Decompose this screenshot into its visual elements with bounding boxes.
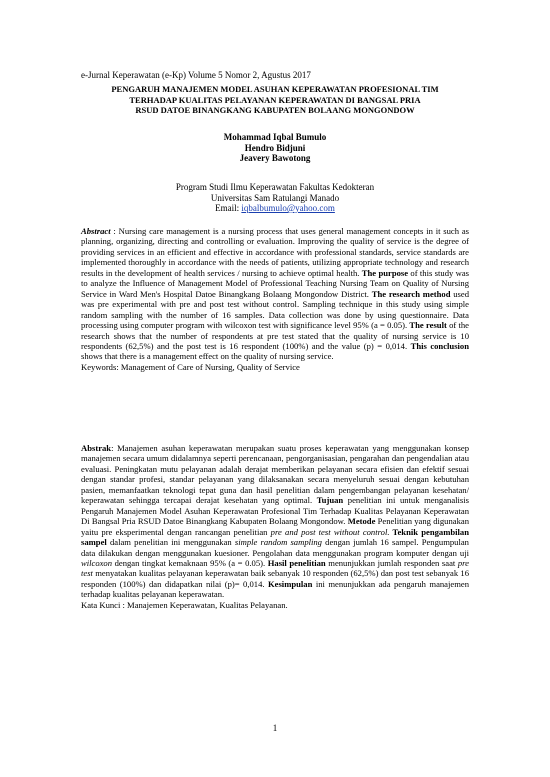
keywords-id: Kata Kunci : Manajemen Keperawatan, Kualitas Pelayanan. <box>81 599 288 610</box>
author-2: Hendro Bidjuni <box>244 142 306 153</box>
abstract-en-text: of the research shows that the number of respondents at pre test stated that the quality of nursing service is 10 respondents (62,5%) and the post test is 16 respondent (100%) and the value (p) = 0,014. <box>81 320 469 351</box>
abstract-en-text: of this study was to analyze the Influence of Management Model of Professional Teaching Nursing Team on Quality of Nursing Service in Ward Men's Hospital Datoe Binangkang Bolaang Mongondow District. <box>81 267 469 299</box>
tujuan-label: Tujuan <box>316 495 344 506</box>
result-label: The result <box>409 320 447 331</box>
abstract-indonesian <box>81 443 469 610</box>
abstract-id-text: ini menunjukkan ada pengaruh manajemen terhadap kualitas pelayanan keperawatan. <box>81 578 469 600</box>
abstract-id-italic: pre and post test without control. <box>270 526 390 537</box>
purpose-label: The purpose <box>361 267 409 278</box>
abstract-english <box>81 226 469 372</box>
abstract-id-text: dengan jumlah 16 sampel. Pengumpulan data dilakukan dengan menggunakan kuesioner. Pengolahan data menggunakan program komputer dengan uji <box>81 537 469 558</box>
title-line-2: TERHADAP KUALITAS PELAYANAN KEPERAWATAN DI BANGSAL PRIA <box>129 94 421 105</box>
author-3: Jeavery Bawotong <box>239 153 311 163</box>
affiliation-email-line <box>0 203 550 214</box>
teknik-label: Teknik pengambilan sampel <box>81 526 469 548</box>
abstract-id-text: : Manajemen asuhan keperawatan merupakan suatu proses keperawatan yang menggunakan konsep manajemen secara umum didalamnya seperti perencanaan, pengorganisasian, pengarahan dan pengendalian atau evaluasi. Peningkatan mutu pelayanan adalah derajat memberikan pelayanan secara efisien dan efektif sesuai dengan standar profesi, standar pelayanan yang dilaksanakan secara menyeluruh sesuai dengan kebutuhan pasien, memanfaatkan teknologi tepat guna dan hasil penelitian dalam pengembangan pelayanan kesehatan/ keperawatan sehingga tercapai derajat kesehatan yang optimal. <box>81 443 469 506</box>
abstract-id-text: penelitian ini untuk menganalisis Pengaruh Manajemen Model Asuhan Keperawatan Profesional Tim Terhadap Kualitas Pelayanan Keperawatan Di Bangsal Pria RSUD Datoe Binangkang Kabupaten Bolaang Mongondow. <box>81 495 469 527</box>
abstract-id-italic: wilcoxon <box>81 557 113 568</box>
affiliation <box>0 182 550 214</box>
author-list <box>0 132 550 164</box>
abstract-id-text: menyatakan kualitas pelayanan keperawatan baik sebanyak 10 responden (62,5%) dan post test sebanyak 16 responden (100%) dan didapatkan nilai (p)= 0,014. <box>81 568 469 589</box>
abstract-id-text: dalam penelitian ini menggunakan <box>106 537 235 548</box>
abstrak-label: Abstrak <box>81 443 112 453</box>
metode-label: Metode <box>347 516 376 527</box>
journal-header: e-Jurnal Keperawatan (e-Kp) Volume 5 Nomor 2, Agustus 2017 <box>81 70 311 80</box>
paper-title <box>70 84 480 116</box>
page-number: 1 <box>272 723 278 733</box>
affiliation-university: Universitas Sam Ratulangi Manado <box>210 192 340 203</box>
abstract-en-text: : Nursing care management is a nursing process that uses general management concepts in it such as planning, organizing, directing and controlling or evaluation. Improving the quality of service is the degree of providing services in an efficient and effective in accordance with professional standards, service standards are implemented thoroughly in accordance with the needs of patients, utilizing appropriate technology and research results in the development of health services / nursing to achieve optimal health. <box>81 226 469 278</box>
abstract-id-text: menunjukkan jumlah responden saat <box>325 557 458 568</box>
method-label: The research method <box>371 288 451 299</box>
title-line-3: RSUD DATOE BINANGKANG KABUPATEN BOLAANG MONGONDOW <box>135 105 415 115</box>
abstract-en-text: shows that there is a management effect on the quality of nursing service. <box>81 351 334 362</box>
abstract-en-body <box>81 226 469 362</box>
hasil-label: Hasil penelitian <box>267 557 326 568</box>
email-link[interactable]: iqbalbumulo@yahoo.com <box>241 203 335 213</box>
conclusion-label: This conclusion <box>410 340 470 351</box>
abstract-en-text: used was pre experimental with pre and post test without control. Sampling technique in this study using simple random sampling with the number of 16 samples. Data collection was done by using questionnaire. Data processing using computer program with wilcoxon test with significance level 95% (a = 0.05). <box>81 288 470 331</box>
abstract-id-body <box>81 443 469 600</box>
abstract-id-text: Penelitian yang digunakan yaitu pre eksperimental dengan rancangan penelitian <box>81 516 469 537</box>
affiliation-program: Program Studi Ilmu Keperawatan Fakultas Kedokteran <box>175 182 375 192</box>
abstract-id-italic: pre test <box>81 557 469 579</box>
title-line-1: PENGARUH MANAJEMEN MODEL ASUHAN KEPERAWATAN PROFESIONAL TIM <box>111 84 439 94</box>
email-label: Email: <box>215 203 242 213</box>
abstract-en-label: Abstract <box>81 226 111 236</box>
kesimpulan-label: Kesimpulan <box>267 578 313 589</box>
abstract-id-text: dengan tingkat kemaknaan 95% (a = 0.05). <box>112 557 268 568</box>
abstract-id-italic: simple random sampling <box>234 537 322 548</box>
keywords-en: Keywords: Management of Care of Nursing, Quality of Service <box>81 361 300 372</box>
author-1: Mohammad Iqbal Bumulo <box>223 132 327 142</box>
